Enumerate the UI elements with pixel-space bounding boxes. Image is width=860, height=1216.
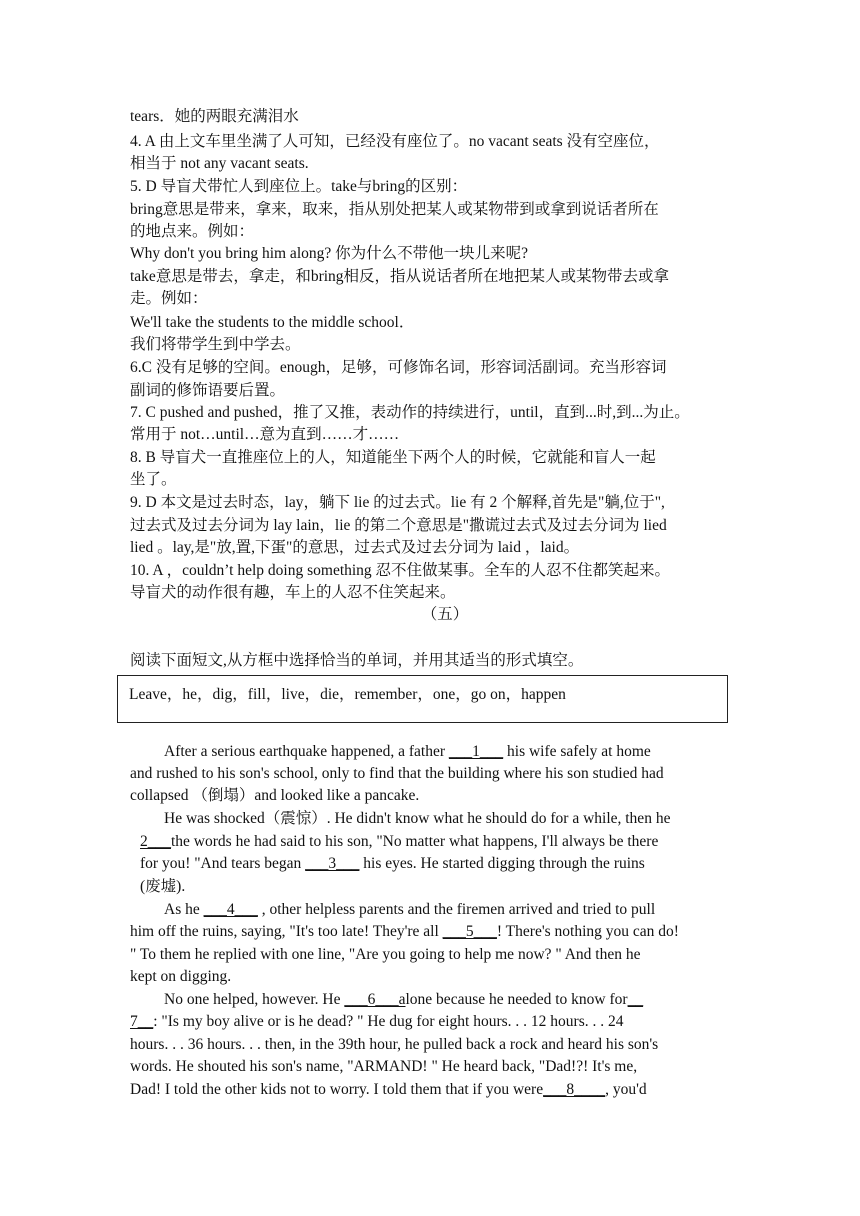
passage-line: " To them he replied with one line, "Are you going to help me now? " And then he [130, 946, 641, 963]
passage-line: He was shocked（震惊）. He didn't know what he should do for a while, then he [164, 810, 671, 827]
explanation-line: 7. C pushed and pushed，推了又推，表动作的持续进行，until，直到...时,到...为止。 [130, 404, 690, 421]
passage-text: for you! "And tears began [140, 855, 306, 872]
explanation-line: 8. B 导盲犬一直推座位上的人，知道能坐下两个人的时候，它就能和盲人一起 [130, 449, 656, 466]
explanation-line: We'll take the students to the middle school． [130, 314, 415, 331]
passage-line [130, 921, 679, 943]
passage-text: : "Is my boy alive or is he dead? " He dug for eight hours. . . 12 hours. . . 24 [153, 1013, 624, 1030]
passage-text: As he [164, 901, 204, 918]
passage-text: ! There's nothing you can do! [496, 923, 679, 940]
passage-line [140, 831, 658, 853]
passage-line: collapsed （倒塌）and looked like a pancake. [130, 787, 420, 804]
passage-text: Dad! I told the other kids not to worry. I told them that if you were [130, 1081, 544, 1098]
passage-line [140, 853, 645, 875]
explanation-line: take意思是带去，拿走，和bring相反，指从说话者所在地把某人或某物带去或拿 [130, 268, 670, 285]
blank-1: ___1___ [448, 743, 504, 760]
passage-line [164, 989, 643, 1011]
blank-5: ___5___ [442, 923, 497, 940]
explanation-line: 走。例如： [130, 290, 208, 307]
explanation-line: bring意思是带来，拿来，取来，指从别处把某人或某物带到或拿到说话者所在 [130, 201, 659, 218]
blank-6: ___6___a [344, 991, 406, 1008]
blank-7-start: __ [627, 991, 644, 1008]
explanation-line: 10. A ，couldn’t help doing something 忍不住做某事。全车的人忍不住都笑起来。 [130, 562, 671, 579]
passage-text: him off the ruins, saying, "It's too late! They're all [130, 923, 443, 940]
word-box-text: Leave，he，dig，fill，live，die，remember，one，go on，happen [129, 686, 566, 703]
passage-line: words. He shouted his son's name, "ARMAND! " He heard back, "Dad!?! It's me, [130, 1058, 638, 1075]
explanation-line: 的地点来。例如： [130, 223, 255, 240]
passage-text: his wife safely at home [503, 743, 651, 760]
passage-line [130, 1011, 624, 1033]
passage-line [164, 899, 655, 921]
passage-text: the words he had said to his son, "No matter what happens, I'll always be there [171, 833, 659, 850]
explanation-line: 4. A 由上文车里坐满了人可知，已经没有座位了。no vacant seats 没有空座位， [130, 133, 660, 150]
passage-line: and rushed to his son's school, only to find that the building where his son studied had [130, 765, 664, 782]
passage-text: , you'd [605, 1081, 647, 1098]
explanation-line: 9. D 本文是过去时态，lay，躺下 lie 的过去式。lie 有 2 个解释,首先是"躺,位于", [130, 494, 665, 511]
explanation-line: 我们将带学生到中学去。 [130, 336, 301, 353]
blank-8: ___8____ [543, 1081, 606, 1098]
explanation-line: 过去式及过去分词为 lay lain，lie 的第二个意思是"撒谎过去式及过去分词为 lied [130, 517, 667, 534]
passage-line: hours. . . 36 hours. . . then, in the 39th hour, he pulled back a rock and heard his son's [130, 1036, 659, 1053]
passage-line [164, 741, 651, 763]
passage-line: (废墟). [140, 878, 186, 895]
instruction: 阅读下面短文,从方框中选择恰当的单词，并用其适当的形式填空。 [130, 652, 584, 669]
section-title: （五） [421, 606, 469, 623]
explanation-line: lied 。lay,是"放,置,下蛋"的意思，过去式及过去分词为 laid ，laid。 [130, 539, 580, 556]
explanation-line: 坐了。 [130, 471, 177, 488]
explanation-line: 5. D 导盲犬带忙人到座位上。take与bring的区别： [130, 178, 468, 195]
blank-7: 7__ [130, 1013, 154, 1030]
explanation-line: Why don't you bring him along? 你为什么不带他一块儿来呢? [130, 245, 529, 262]
explanation-line: 常用于 not…until…意为直到……才…… [130, 426, 400, 443]
explanation-line: 导盲犬的动作很有趣，车上的人忍不住笑起来。 [130, 584, 456, 601]
blank-2: 2___ [140, 833, 171, 850]
passage-line: kept on digging. [130, 968, 232, 985]
passage-text: After a serious earthquake happened, a father [164, 743, 449, 760]
explanation-line: tears．她的两眼充满泪水 [130, 108, 299, 125]
explanation-line: 6.C 没有足够的空间。enough，足够，可修饰名词，形容词活副词。充当形容词 [130, 359, 667, 376]
passage-text: lone because he needed to know for [405, 991, 628, 1008]
word-box [117, 675, 728, 723]
passage-text: , other helpless parents and the firemen arrived and tried to pull [257, 901, 656, 918]
explanation-line: 相当于 not any vacant seats. [130, 155, 309, 172]
blank-4: ___4___ [203, 901, 258, 918]
blank-3: ___3___ [305, 855, 360, 872]
passage-text: his eyes. He started digging through the ruins [359, 855, 645, 872]
passage-line [130, 1079, 647, 1101]
passage-text: No one helped, however. He [164, 991, 345, 1008]
explanation-line: 副词的修饰语要后置。 [130, 382, 286, 399]
